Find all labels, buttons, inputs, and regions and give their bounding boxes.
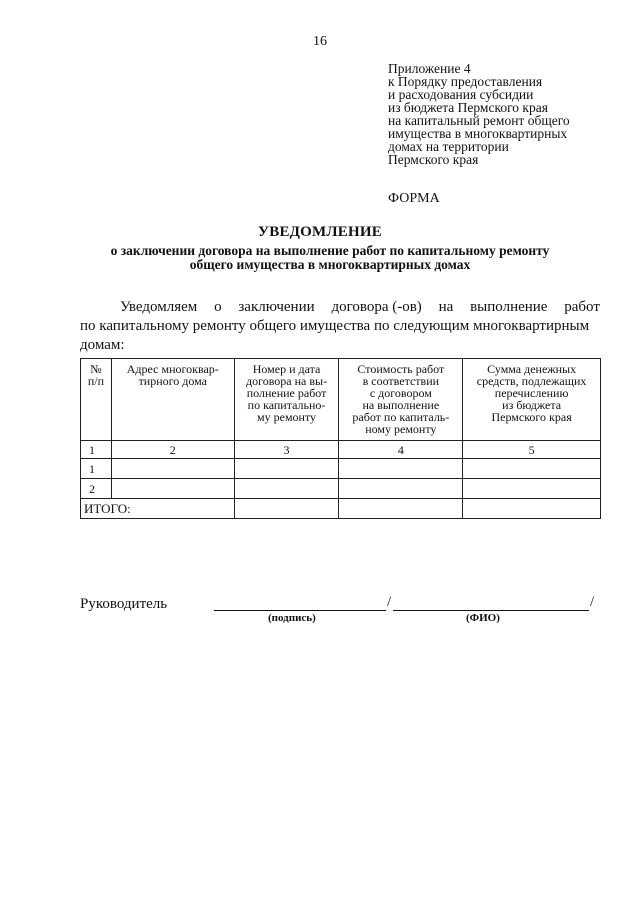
header-subsidy: Сумма денежных средств, подлежащих перечислению из бюджета Пермского края — [463, 359, 601, 441]
appendix-line: и расходования субсидии — [388, 87, 534, 102]
intro-word: о — [214, 299, 222, 315]
column-number: 1 — [81, 441, 112, 459]
signature-slash: / — [387, 594, 392, 610]
header-cost: Стоимость работ в соответствии с договором на выполнение работ по капиталь- ному ремонту — [339, 359, 463, 441]
header-contract: Номер и дата договора на вы- полнение работ по капитально- му ремонту — [234, 359, 339, 441]
intro-line-3: домам: — [80, 337, 125, 353]
appendix-line: имущества в многоквартирных — [388, 126, 568, 141]
column-number-row — [81, 441, 601, 459]
address-cell — [111, 479, 234, 499]
contract-cell — [234, 479, 339, 499]
signature-caption: (подпись) — [268, 612, 316, 624]
total-row — [81, 499, 601, 519]
column-number: 2 — [111, 441, 234, 459]
total-label: ИТОГО: — [81, 499, 235, 519]
subsidy-cell — [463, 479, 601, 499]
signature-line — [214, 610, 386, 611]
cost-cell — [339, 479, 463, 499]
table-row — [81, 459, 601, 479]
appendix-block — [388, 62, 628, 166]
header-address: Адрес многоквар- тирного дома — [111, 359, 234, 441]
total-contract-cell — [234, 499, 339, 519]
name-caption: (ФИО) — [466, 612, 500, 624]
intro-word: Уведомляем — [120, 299, 198, 315]
subtitle-line: общего имущества в многоквартирных домах — [189, 257, 471, 272]
intro-word: на — [438, 299, 454, 315]
column-number: 3 — [234, 441, 339, 459]
document-subtitle — [80, 244, 580, 272]
appendix-line: на капитальный ремонт общего — [388, 113, 570, 128]
contract-cell — [234, 459, 339, 479]
intro-word: выполнение — [470, 299, 548, 315]
name-line — [393, 610, 589, 611]
intro-line-1 — [80, 298, 600, 317]
intro-word: договора (-ов) — [331, 299, 422, 315]
total-subsidy-cell — [463, 499, 601, 519]
page-number: 16 — [313, 34, 327, 49]
document-title: УВЕДОМЛЕНИЕ — [258, 224, 382, 240]
name-slash: / — [590, 594, 595, 610]
intro-word: заключении — [238, 299, 315, 315]
row-number: 2 — [81, 479, 112, 499]
total-cost-cell — [339, 499, 463, 519]
header-number: № п/п — [81, 359, 112, 441]
signature-block — [0, 596, 640, 636]
cost-cell — [339, 459, 463, 479]
intro-paragraph — [80, 298, 600, 355]
table-header-row — [81, 359, 601, 441]
appendix-line: из бюджета Пермского края — [388, 100, 548, 115]
column-number: 4 — [339, 441, 463, 459]
subsidy-cell — [463, 459, 601, 479]
appendix-line: к Порядку предоставления — [388, 74, 543, 89]
table-row — [81, 479, 601, 499]
column-number: 5 — [463, 441, 601, 459]
subtitle-line: о заключении договора на выполнение работ по капитальному ремонту — [110, 243, 550, 258]
form-label: ФОРМА — [388, 191, 440, 206]
address-cell — [111, 459, 234, 479]
intro-word: работ — [564, 299, 600, 315]
houses-table — [80, 358, 601, 519]
signature-label: Руководитель — [80, 596, 168, 612]
intro-line-2: по капитальному ремонту общего имущества по следующим многоквартирным — [80, 318, 590, 334]
appendix-line: домах на территории — [388, 139, 509, 154]
row-number: 1 — [81, 459, 112, 479]
appendix-line: Пермского края — [388, 152, 479, 167]
appendix-line: Приложение 4 — [388, 61, 471, 76]
